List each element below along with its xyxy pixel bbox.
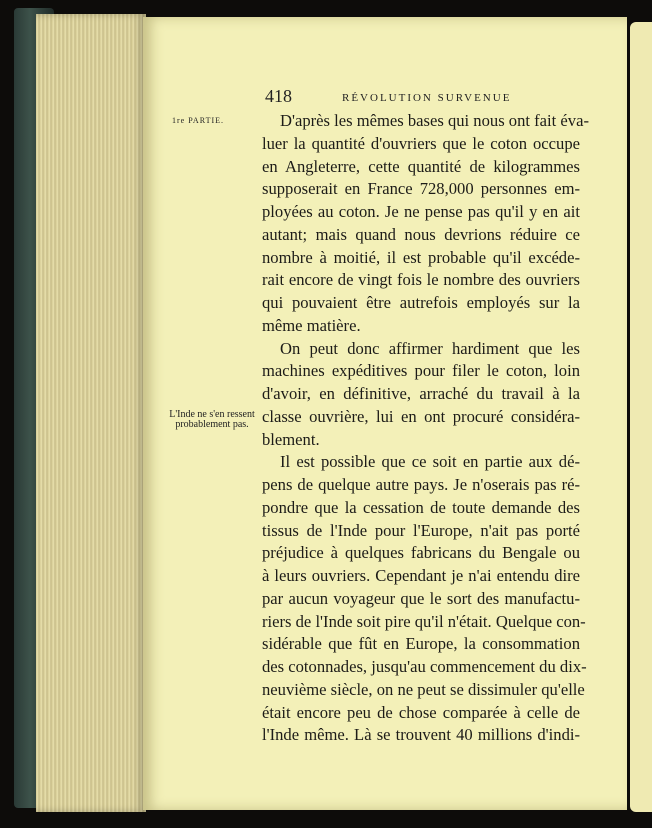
text-line: neuvième siècle, on ne peut se dissimuler qu'elle (262, 679, 585, 699)
text-line: en Angleterre, cette quantité de kilogrammes (262, 156, 580, 176)
text-line: était encore peu de chose comparée à celle de (262, 702, 580, 722)
facing-page-edge (630, 22, 652, 812)
margin-note-part: 1re PARTIE. (172, 116, 224, 125)
text-line: pens de quelque autre pays. Je n'oserais pas ré- (262, 475, 580, 494)
text-line: pondre que la cessation de toute demande des (262, 497, 580, 517)
text-line: machines expéditives pour filer le coton, loin (262, 361, 580, 381)
text-line: rait encore de vingt fois le nombre des ouvriers (262, 270, 580, 290)
text-line: Il est possible que ce soit en partie aux dé- (280, 452, 580, 472)
margin-note-inde: L'Inde ne s'en ressent probablement pas. (169, 409, 255, 430)
text-line: préjudice à quelques fabricans du Bengale ou (262, 543, 580, 563)
running-head: RÉVOLUTION SURVENUE (342, 92, 512, 104)
text-line: On peut donc affirmer hardiment que les (280, 338, 580, 358)
text-line: ployées au coton. Je ne pense pas qu'il y en ait (262, 202, 580, 221)
text-line: à leurs ouvriers. Cependant je n'ai entendu dire (262, 566, 580, 585)
text-line: qui pouvaient être autrefois employés sur la (262, 293, 580, 312)
text-line: tissus de l'Inde pour l'Europe, n'ait pas porté (262, 520, 580, 540)
text-line: d'avoir, en définitive, arraché du travail à la (262, 384, 580, 403)
text-line: blement. (262, 429, 320, 449)
text-line: l'Inde même. Là se trouvent 40 millions d'indi- (262, 725, 580, 745)
text-line: classe ouvrière, lui en ont procuré considéra- (262, 406, 580, 426)
text-line: riers de l'Inde soit pire qu'il n'était. Quelque con- (262, 611, 586, 631)
page-number: 418 (265, 86, 292, 106)
body-text (262, 110, 589, 747)
text-line: D'après les mêmes bases qui nous ont fait éva- (280, 111, 589, 130)
text-line: sidérable que fût en Europe, la consommation (262, 634, 580, 654)
text-line: supposerait en France 728,000 personnes em- (262, 179, 580, 199)
text-line: autant; mais quand nous devrions réduire ce (262, 224, 580, 244)
text-line: des cotonnades, jusqu'au commencement du dix- (262, 657, 587, 676)
page-edges (36, 14, 146, 812)
text-line: nombre à moitié, il est probable qu'il excéde- (262, 247, 580, 267)
text-line: luer la quantité d'ouvriers que le coton occupe (262, 133, 580, 153)
text-line: même matière. (262, 315, 361, 335)
text-line: par aucun voyageur que le sort des manufactu- (262, 588, 580, 608)
